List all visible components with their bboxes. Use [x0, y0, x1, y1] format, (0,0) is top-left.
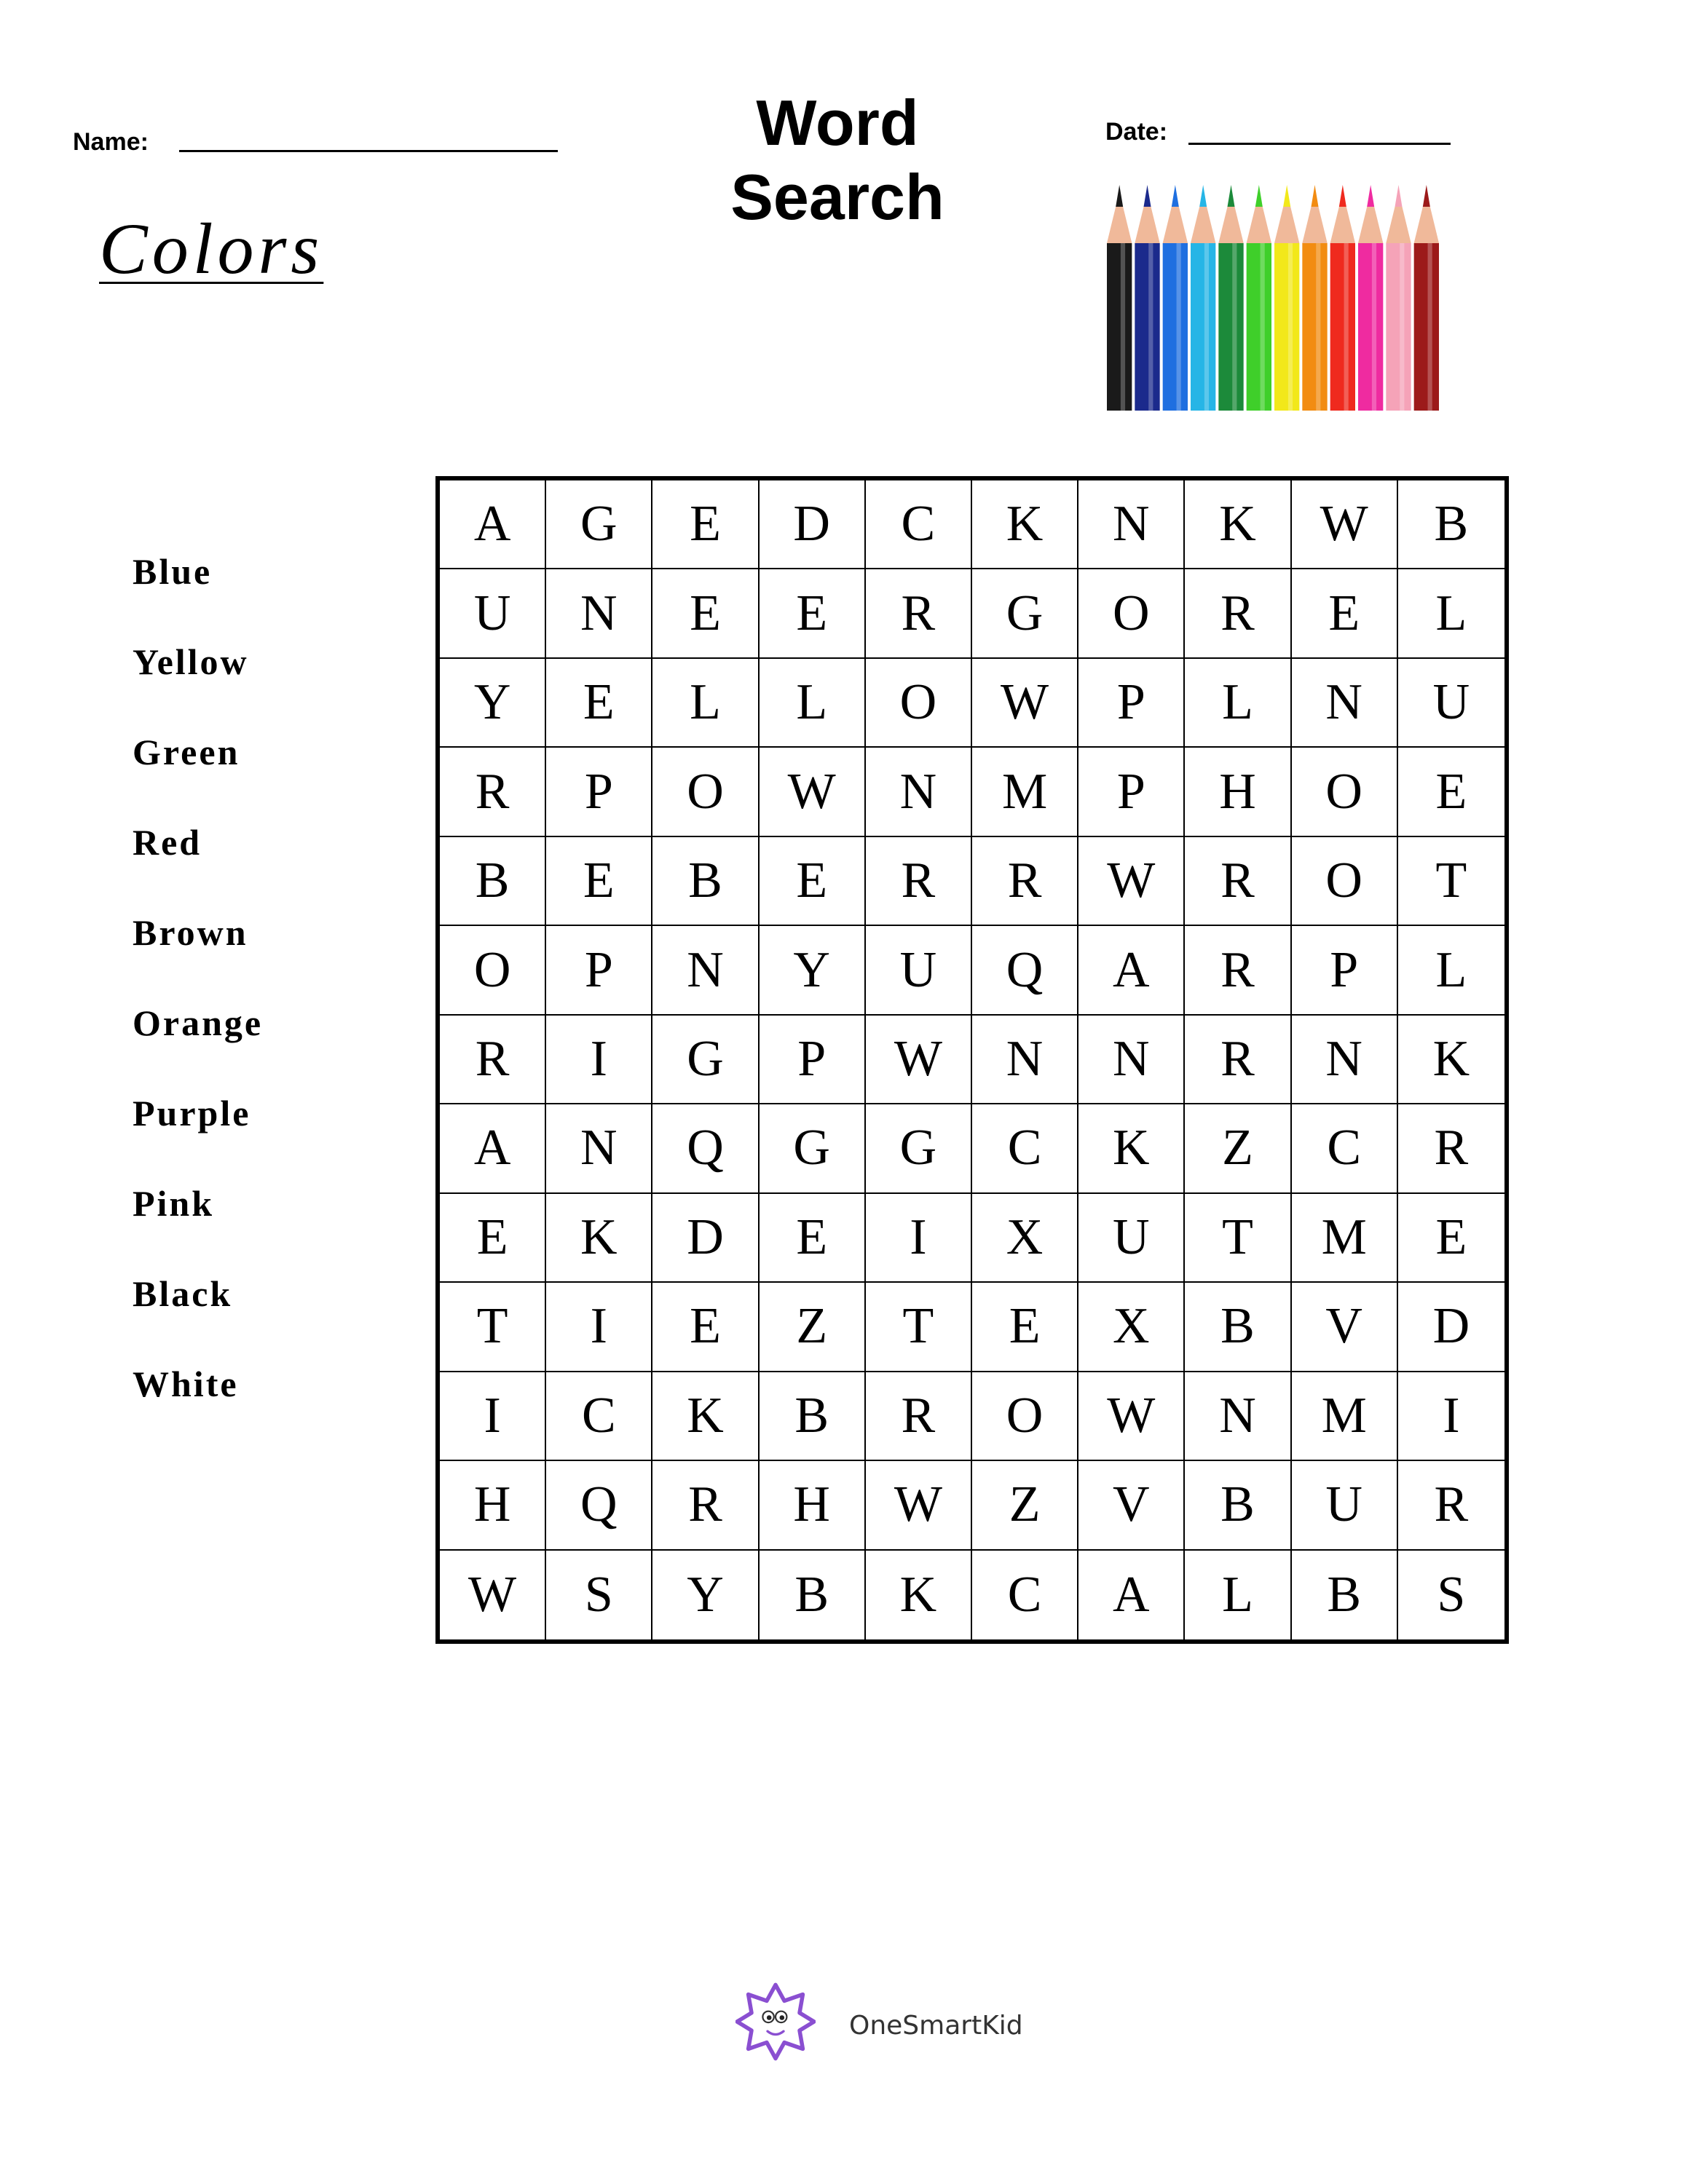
- grid-cell[interactable]: S: [546, 1551, 652, 1639]
- grid-cell[interactable]: G: [866, 1104, 972, 1193]
- grid-cell[interactable]: B: [760, 1372, 866, 1461]
- word-list-item: Black: [133, 1273, 233, 1314]
- grid-cell[interactable]: N: [866, 748, 972, 836]
- grid-cell[interactable]: W: [866, 1016, 972, 1104]
- pencil: [1247, 185, 1271, 411]
- grid-cell[interactable]: R: [1398, 1461, 1504, 1550]
- grid-cell[interactable]: O: [1292, 837, 1398, 926]
- grid-cell[interactable]: W: [866, 1461, 972, 1550]
- grid-cell[interactable]: E: [760, 569, 866, 658]
- word-list-item: Yellow: [133, 641, 249, 682]
- grid-cell[interactable]: L: [652, 659, 759, 748]
- word-list-item: Green: [133, 732, 240, 772]
- grid-cell[interactable]: G: [760, 1104, 866, 1193]
- grid-cell[interactable]: E: [1398, 748, 1504, 836]
- grid-cell[interactable]: C: [546, 1372, 652, 1461]
- pencil: [1330, 185, 1355, 411]
- grid-cell[interactable]: R: [866, 837, 972, 926]
- word-list-item: Brown: [133, 912, 248, 953]
- grid-cell[interactable]: K: [546, 1194, 652, 1283]
- grid-cell[interactable]: O: [1078, 569, 1185, 658]
- grid-cell[interactable]: E: [1398, 1194, 1504, 1283]
- grid-cell[interactable]: E: [1292, 569, 1398, 658]
- grid-cell[interactable]: O: [866, 659, 972, 748]
- grid-cell[interactable]: T: [440, 1283, 546, 1372]
- grid-cell[interactable]: T: [1185, 1194, 1291, 1283]
- grid-cell[interactable]: W: [972, 659, 1078, 748]
- grid-cell[interactable]: C: [972, 1104, 1078, 1193]
- grid-cell[interactable]: N: [1292, 1016, 1398, 1104]
- pencil: [1414, 185, 1439, 411]
- grid-cell[interactable]: Z: [1185, 1104, 1291, 1193]
- grid-cell[interactable]: R: [652, 1461, 759, 1550]
- word-list-item: Purple: [133, 1093, 251, 1133]
- grid-cell[interactable]: L: [1185, 659, 1291, 748]
- grid-cell[interactable]: O: [1292, 748, 1398, 836]
- grid-cell[interactable]: G: [546, 480, 652, 569]
- word-list: [133, 553, 263, 1456]
- grid-cell[interactable]: R: [866, 569, 972, 658]
- grid-cell[interactable]: G: [972, 569, 1078, 658]
- grid-cell[interactable]: P: [1078, 748, 1185, 836]
- date-blank-line[interactable]: [1188, 143, 1451, 145]
- grid-cell[interactable]: R: [1185, 1016, 1291, 1104]
- grid-cell[interactable]: I: [1398, 1372, 1504, 1461]
- grid-cell[interactable]: P: [546, 926, 652, 1015]
- grid-cell[interactable]: I: [546, 1283, 652, 1372]
- grid-cell[interactable]: Y: [440, 659, 546, 748]
- pencil: [1135, 185, 1159, 411]
- grid-cell[interactable]: L: [1185, 1551, 1291, 1639]
- grid-cell[interactable]: Z: [760, 1283, 866, 1372]
- grid-cell[interactable]: E: [546, 659, 652, 748]
- grid-cell[interactable]: P: [1292, 926, 1398, 1015]
- grid-cell[interactable]: E: [972, 1283, 1078, 1372]
- grid-cell[interactable]: Q: [546, 1461, 652, 1550]
- grid-cell[interactable]: R: [1398, 1104, 1504, 1193]
- grid-cell[interactable]: N: [1078, 1016, 1185, 1104]
- grid-cell[interactable]: P: [1078, 659, 1185, 748]
- name-label: Name:: [73, 128, 149, 156]
- grid-cell[interactable]: A: [440, 480, 546, 569]
- pencil: [1107, 185, 1132, 411]
- grid-cell[interactable]: K: [866, 1551, 972, 1639]
- grid-cell[interactable]: D: [1398, 1283, 1504, 1372]
- grid-cell[interactable]: B: [1292, 1551, 1398, 1639]
- grid-cell[interactable]: O: [440, 926, 546, 1015]
- date-label: Date:: [1105, 118, 1168, 146]
- grid-cell[interactable]: V: [1292, 1283, 1398, 1372]
- grid-cell[interactable]: N: [1185, 1372, 1291, 1461]
- grid-cell[interactable]: T: [1398, 837, 1504, 926]
- grid-cell[interactable]: L: [1398, 926, 1504, 1015]
- grid-cell[interactable]: C: [972, 1551, 1078, 1639]
- grid-cell[interactable]: R: [1185, 926, 1291, 1015]
- grid-cell[interactable]: H: [1185, 748, 1291, 836]
- grid-cell[interactable]: N: [1292, 659, 1398, 748]
- grid-cell[interactable]: Z: [972, 1461, 1078, 1550]
- pencil: [1191, 185, 1215, 411]
- grid-cell[interactable]: R: [866, 1372, 972, 1461]
- grid-cell[interactable]: E: [652, 569, 759, 658]
- grid-cell[interactable]: B: [760, 1551, 866, 1639]
- grid-cell[interactable]: M: [972, 748, 1078, 836]
- grid-cell[interactable]: O: [972, 1372, 1078, 1461]
- grid-cell[interactable]: K: [652, 1372, 759, 1461]
- grid-cell[interactable]: I: [440, 1372, 546, 1461]
- grid-cell[interactable]: K: [972, 480, 1078, 569]
- grid-cell[interactable]: X: [972, 1194, 1078, 1283]
- grid-cell[interactable]: E: [652, 1283, 759, 1372]
- grid-cell[interactable]: X: [1078, 1283, 1185, 1372]
- grid-cell[interactable]: W: [1078, 1372, 1185, 1461]
- grid-cell[interactable]: I: [866, 1194, 972, 1283]
- grid-cell[interactable]: P: [546, 748, 652, 836]
- grid-cell[interactable]: K: [1078, 1104, 1185, 1193]
- star-face-icon: [735, 1982, 816, 2062]
- grid-cell[interactable]: D: [760, 480, 866, 569]
- grid-cell[interactable]: B: [652, 837, 759, 926]
- colored-pencils-icon: [1105, 185, 1440, 411]
- grid-cell[interactable]: T: [866, 1283, 972, 1372]
- grid-cell[interactable]: E: [440, 1194, 546, 1283]
- grid-cell[interactable]: Q: [652, 1104, 759, 1193]
- grid-cell[interactable]: G: [652, 1016, 759, 1104]
- grid-cell[interactable]: U: [440, 569, 546, 658]
- word-list-item: Red: [133, 822, 202, 863]
- grid-cell[interactable]: A: [1078, 1551, 1185, 1639]
- grid-cell[interactable]: I: [546, 1016, 652, 1104]
- grid-cell[interactable]: W: [1292, 480, 1398, 569]
- grid-cell[interactable]: R: [1185, 837, 1291, 926]
- grid-cell[interactable]: A: [440, 1104, 546, 1193]
- grid-cell[interactable]: H: [760, 1461, 866, 1550]
- brand-name: OneSmartKid: [849, 2011, 1023, 2041]
- grid-cell[interactable]: C: [1292, 1104, 1398, 1193]
- word-list-item: Blue: [133, 551, 213, 592]
- grid-cell[interactable]: L: [760, 659, 866, 748]
- grid-cell[interactable]: A: [1078, 926, 1185, 1015]
- grid-cell[interactable]: W: [1078, 837, 1185, 926]
- worksheet-subtitle: Colors: [99, 208, 324, 289]
- grid-cell[interactable]: P: [760, 1016, 866, 1104]
- word-search-grid: [435, 476, 1509, 1644]
- grid-cell[interactable]: U: [1292, 1461, 1398, 1550]
- grid-cell[interactable]: L: [1398, 569, 1504, 658]
- grid-cell[interactable]: E: [760, 1194, 866, 1283]
- grid-cell[interactable]: E: [652, 480, 759, 569]
- grid-cell[interactable]: B: [1185, 1461, 1291, 1550]
- grid-cell[interactable]: N: [972, 1016, 1078, 1104]
- grid-cell[interactable]: Y: [652, 1551, 759, 1639]
- grid-cell[interactable]: M: [1292, 1372, 1398, 1461]
- grid-cell[interactable]: U: [1078, 1194, 1185, 1283]
- grid-cell[interactable]: N: [546, 569, 652, 658]
- grid-cell[interactable]: B: [1185, 1283, 1291, 1372]
- pencil: [1386, 185, 1411, 411]
- grid-cell[interactable]: W: [440, 1551, 546, 1639]
- page-title: Word Search: [730, 87, 944, 233]
- grid-cell[interactable]: B: [440, 837, 546, 926]
- grid-cell[interactable]: V: [1078, 1461, 1185, 1550]
- grid-cell[interactable]: U: [1398, 659, 1504, 748]
- grid-cell[interactable]: O: [652, 748, 759, 836]
- grid-cell[interactable]: E: [546, 837, 652, 926]
- grid-cell[interactable]: K: [1185, 480, 1291, 569]
- name-blank-line[interactable]: [179, 150, 558, 152]
- grid-cell[interactable]: D: [652, 1194, 759, 1283]
- grid-cell[interactable]: E: [760, 837, 866, 926]
- word-list-item: White: [133, 1364, 239, 1404]
- grid-cell[interactable]: R: [440, 748, 546, 836]
- grid-cell[interactable]: Q: [972, 926, 1078, 1015]
- pencil: [1163, 185, 1188, 411]
- pencil: [1358, 185, 1383, 411]
- grid-cell[interactable]: M: [1292, 1194, 1398, 1283]
- grid-cell[interactable]: R: [972, 837, 1078, 926]
- grid-cell[interactable]: H: [440, 1461, 546, 1550]
- grid-cell[interactable]: U: [866, 926, 972, 1015]
- pencil: [1274, 185, 1299, 411]
- grid-cell[interactable]: N: [546, 1104, 652, 1193]
- grid-cell[interactable]: W: [760, 748, 866, 836]
- grid-cell[interactable]: S: [1437, 1566, 1466, 1623]
- grid-cell[interactable]: N: [652, 926, 759, 1015]
- pencil: [1302, 185, 1327, 411]
- grid-cell[interactable]: B: [1398, 480, 1504, 569]
- grid-cell[interactable]: Y: [760, 926, 866, 1015]
- grid-cell[interactable]: K: [1398, 1016, 1504, 1104]
- grid-cell[interactable]: R: [1185, 569, 1291, 658]
- word-list-item: Pink: [133, 1183, 215, 1224]
- word-list-item: Orange: [133, 1002, 264, 1043]
- grid-cell[interactable]: R: [440, 1016, 546, 1104]
- grid-cell[interactable]: N: [1078, 480, 1185, 569]
- grid-cell[interactable]: C: [866, 480, 972, 569]
- pencil: [1218, 185, 1243, 411]
